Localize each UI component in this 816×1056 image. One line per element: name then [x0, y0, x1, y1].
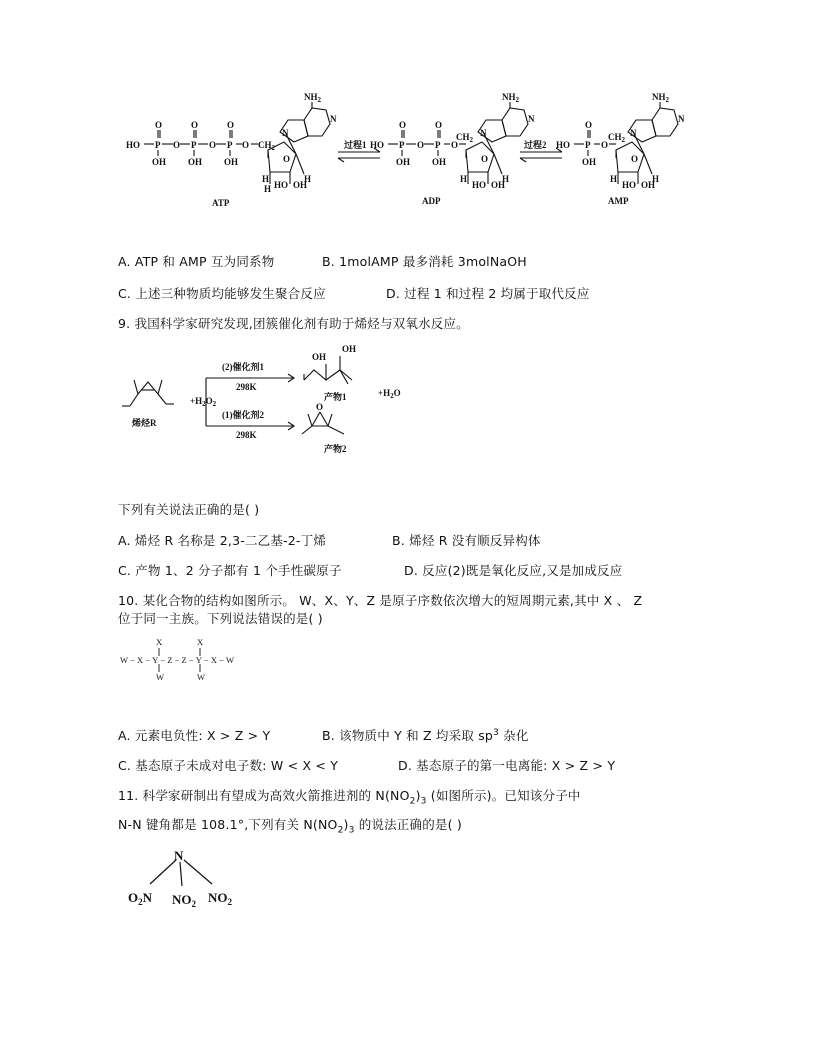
catalyst1-label: (2)催化剂1: [222, 362, 264, 372]
svg-text:H: H: [262, 174, 270, 184]
svg-text:W: W: [156, 672, 165, 682]
svg-text:O: O: [435, 120, 443, 130]
q8-option-c: C. 上述三种物质均能够发生聚合反应: [118, 286, 326, 301]
q8-option-a: A. ATP 和 AMP 互为同系物: [118, 254, 275, 269]
svg-text:H: H: [652, 174, 660, 184]
svg-text:H: H: [264, 184, 272, 194]
svg-text:W−X−Y−Z−Z−Y−X−W: W−X−Y−Z−Z−Y−X−W: [120, 655, 234, 665]
svg-text:N: N: [330, 114, 337, 124]
svg-text:N: N: [528, 114, 535, 124]
svg-text:HO: HO: [370, 140, 385, 150]
catalyst2-label: (1)催化剂2: [222, 410, 264, 420]
svg-text:N: N: [174, 848, 184, 863]
svg-text:HO: HO: [274, 180, 289, 190]
q9-stem: 9. 我国科学家研究发现,团簇催化剂有助于烯烃与双氧水反应。: [118, 316, 469, 331]
svg-text:NH2: $NH_2$: [502, 92, 519, 104]
svg-text:P: P: [585, 140, 591, 150]
svg-text:P: P: [191, 140, 197, 150]
q10-stem-line2: 位于同一主族。下列说法错误的是( ): [118, 611, 323, 626]
svg-text:N: N: [282, 128, 289, 138]
q9-question: 下列有关说法正确的是( ): [118, 502, 260, 517]
svg-text:O: O: [191, 120, 199, 130]
svg-text:N: N: [480, 128, 487, 138]
q11-structure-figure: [122, 844, 252, 914]
q10-option-c: C. 基态原子未成对电子数: W < X < Y: [118, 758, 339, 773]
svg-text:O: O: [481, 154, 489, 164]
svg-text:H: H: [502, 174, 510, 184]
svg-text:O: O: [417, 140, 425, 150]
svg-text:OH: OH: [491, 180, 506, 190]
svg-text:O: O: [227, 120, 235, 130]
process1-label: 过程1: [344, 140, 367, 150]
svg-text:H: H: [610, 174, 618, 184]
svg-text:O: O: [173, 140, 181, 150]
svg-text:N: N: [630, 128, 637, 138]
svg-text:OH: OH: [582, 157, 597, 167]
q10-option-a: A. 元素电负性: X > Z > Y: [118, 728, 271, 743]
svg-text:P: P: [155, 140, 161, 150]
svg-text:OH: OH: [641, 180, 656, 190]
svg-text:O: O: [601, 140, 609, 150]
svg-text:O: O: [399, 120, 407, 130]
q10-option-d: D. 基态原子的第一电离能: X > Z > Y: [398, 758, 616, 773]
svg-text:O: O: [242, 140, 250, 150]
svg-text:+H2O2: $+H_2O_2$: [190, 396, 217, 408]
svg-text:NO2: $NO_2$: [172, 892, 196, 909]
adp-label: ADP: [422, 196, 441, 206]
svg-text:OH: OH: [396, 157, 411, 167]
svg-text:O2N: $O_2N$: [128, 890, 153, 907]
svg-text:O: O: [585, 120, 593, 130]
q10-stem-line1: 10. 某化合物的结构如图所示。 W、X、Y、Z 是原子序数依次增大的短周期元素,其中 X 、 Z: [118, 593, 643, 608]
svg-text:P: P: [399, 140, 405, 150]
q9-reaction-figure: [118, 338, 428, 458]
product2-label: 产物2: [324, 444, 347, 454]
svg-text:CH2: $CH_2$: [456, 132, 473, 144]
product1-label: 产物1: [324, 392, 347, 402]
svg-text:OH: OH: [224, 157, 239, 167]
atp-label: ATP: [212, 198, 230, 208]
svg-text:HO: HO: [472, 180, 487, 190]
svg-text:CH2: $CH_2$: [608, 132, 625, 144]
q9-option-d: D. 反应(2)既是氧化反应,又是加成反应: [404, 563, 623, 578]
svg-text:H: H: [460, 174, 468, 184]
q9-option-b: B. 烯烃 R 没有顺反异构体: [392, 533, 541, 548]
svg-text:O: O: [283, 154, 291, 164]
svg-text:O: O: [451, 140, 459, 150]
svg-text:OH: OH: [188, 157, 203, 167]
svg-text:OH: OH: [312, 352, 327, 362]
svg-text:298K: 298K: [236, 430, 257, 440]
svg-text:CH2: $CH_2$: [258, 140, 275, 152]
q8-option-d: D. 过程 1 和过程 2 均属于取代反应: [386, 286, 590, 301]
svg-text:NH2: $NH_2$: [304, 92, 321, 104]
svg-text:X: X: [197, 637, 204, 647]
svg-text:HO: HO: [556, 140, 571, 150]
svg-text:OH: OH: [152, 157, 167, 167]
svg-text:P: P: [227, 140, 233, 150]
svg-text:O: O: [155, 120, 163, 130]
svg-text:OH: OH: [432, 157, 447, 167]
svg-text:O: O: [316, 402, 324, 412]
process2-label: 过程2: [524, 140, 547, 150]
svg-text:NH2: $NH_2$: [652, 92, 669, 104]
svg-text:HO: HO: [126, 140, 141, 150]
q9-option-c: C. 产物 1、2 分子都有 1 个手性碳原子: [118, 563, 342, 578]
svg-text:NO2: $NO_2$: [208, 890, 232, 907]
svg-text:HO: HO: [622, 180, 637, 190]
q10-structure-figure: [118, 636, 248, 686]
q10-option-b: B. 该物质中 Y 和 Z 均采取 $sp^3$ 杂化: [322, 727, 529, 743]
svg-text:W: W: [197, 672, 206, 682]
svg-text:OH: OH: [293, 180, 308, 190]
svg-text:+H2O: $+H_2O$: [378, 388, 401, 400]
svg-text:X: X: [156, 637, 163, 647]
atp-adp-amp-figure: [118, 92, 718, 212]
svg-text:N: N: [678, 114, 685, 124]
svg-text:298K: 298K: [236, 382, 257, 392]
q11-stem-line1: 11. 科学家研制出有望成为高效火箭推进剂的 $N(NO_2)_3$ (如图所示)。已知该分子中: [118, 788, 581, 807]
svg-text:OH: OH: [342, 344, 357, 354]
svg-text:H: H: [304, 174, 312, 184]
q11-stem-line2: N-N 键角都是 108.1°,下列有关 $N(NO_2)_3$ 的说法正确的是( ): [118, 817, 462, 836]
svg-text:O: O: [209, 140, 217, 150]
svg-text:P: P: [435, 140, 441, 150]
svg-text:O: O: [631, 154, 639, 164]
olefin-r-label: 烯烃R: [132, 418, 157, 428]
q8-option-b: B. 1molAMP 最多消耗 3molNaOH: [322, 254, 527, 269]
amp-label: AMP: [608, 196, 629, 206]
q9-option-a: A. 烯烃 R 名称是 2,3-二乙基-2-丁烯: [118, 533, 327, 548]
